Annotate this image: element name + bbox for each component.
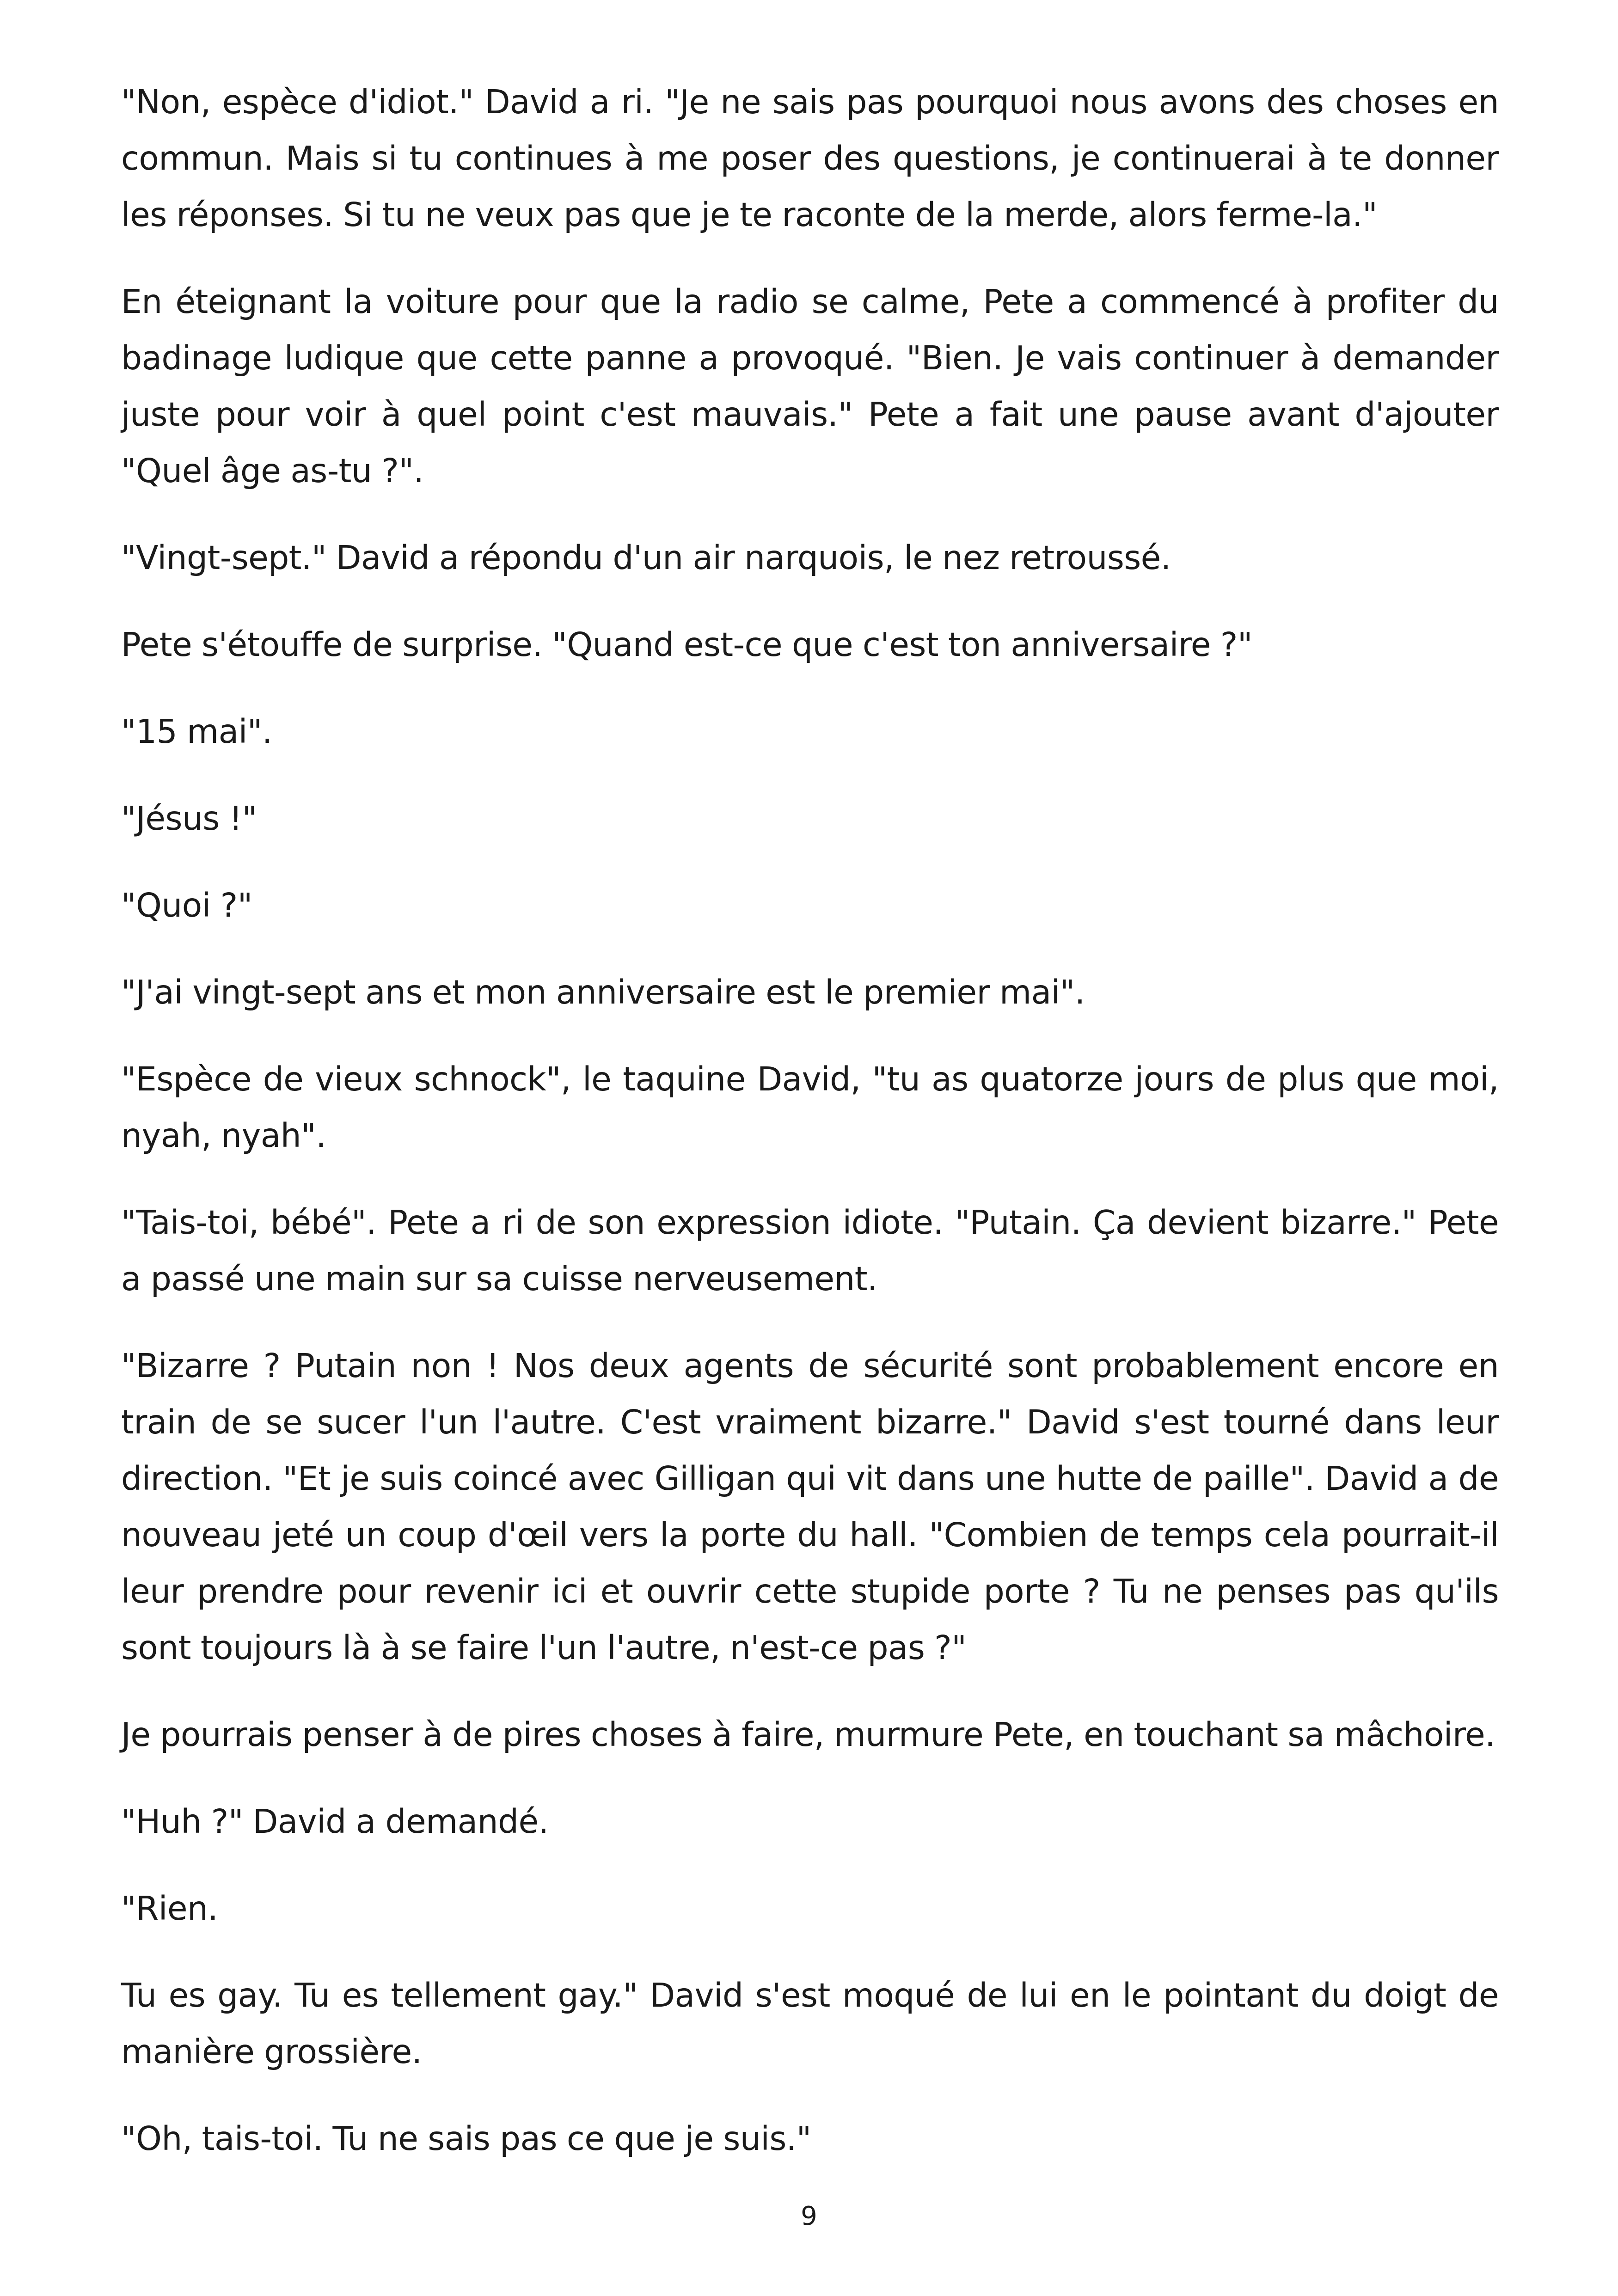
paragraph: "J'ai vingt-sept ans et mon anniversaire est le premier mai". <box>121 973 1085 1011</box>
body-text <box>121 74 1499 2198</box>
paragraph: "Jésus !" <box>121 799 257 838</box>
page-number: 9 <box>801 2201 817 2231</box>
paragraph: "Espèce de vieux schnock", le taquine David, "tu as quatorze jours de plus que moi, nyah, nyah". <box>121 1060 1499 1155</box>
paragraph: "Huh ?" David a demandé. <box>121 1802 549 1841</box>
paragraph: Je pourrais penser à de pires choses à faire, murmure Pete, en touchant sa mâchoire. <box>121 1715 1495 1754</box>
paragraph: "Rien. <box>121 1889 218 1928</box>
paragraph: "Non, espèce d'idiot." David a ri. "Je ne sais pas pourquoi nous avons des choses en commun. Mais si tu continues à me poser des questions, je continuerai à te donner les réponses. Si tu ne veux pas que je te raconte de la merde, alors ferme-la." <box>121 83 1499 234</box>
paragraph: En éteignant la voiture pour que la radio se calme, Pete a commencé à profiter du badinage ludique que cette panne a provoqué. "Bien. Je vais continuer à demander juste pour voir à quel point c'est mauvais." Pete a fait une pause avant d'ajouter "Quel âge as-tu ?". <box>121 282 1499 490</box>
paragraph: "Bizarre ? Putain non ! Nos deux agents de sécurité sont probablement encore en train de se sucer l'un l'autre. C'est vraiment bizarre." David s'est tourné dans leur direction. "Et je suis coincé avec Gilligan qui vit dans une hutte de paille". David a de nouveau jeté un coup d'œil vers la porte du hall. "Combien de temps cela pourrait-il leur prendre pour revenir ici et ouvrir cette stupide porte ? Tu ne penses pas qu'ils sont toujours là à se faire l'un l'autre, n'est-ce pas ?" <box>121 1347 1499 1667</box>
paragraph: Tu es gay. Tu es tellement gay." David s'est moqué de lui en le pointant du doigt de manière grossière. <box>121 1976 1499 2071</box>
paragraph: "Quoi ?" <box>121 886 252 925</box>
paragraph: "15 mai". <box>121 712 272 751</box>
paragraph: "Tais-toi, bébé". Pete a ri de son expression idiote. "Putain. Ça devient bizarre." Pete a passé une main sur sa cuisse nerveusement. <box>121 1203 1499 1298</box>
paragraph: "Oh, tais-toi. Tu ne sais pas ce que je suis." <box>121 2119 811 2158</box>
paragraph: "Vingt-sept." David a répondu d'un air narquois, le nez retroussé. <box>121 539 1171 577</box>
paragraph: Pete s'étouffe de surprise. "Quand est-ce que c'est ton anniversaire ?" <box>121 625 1252 664</box>
